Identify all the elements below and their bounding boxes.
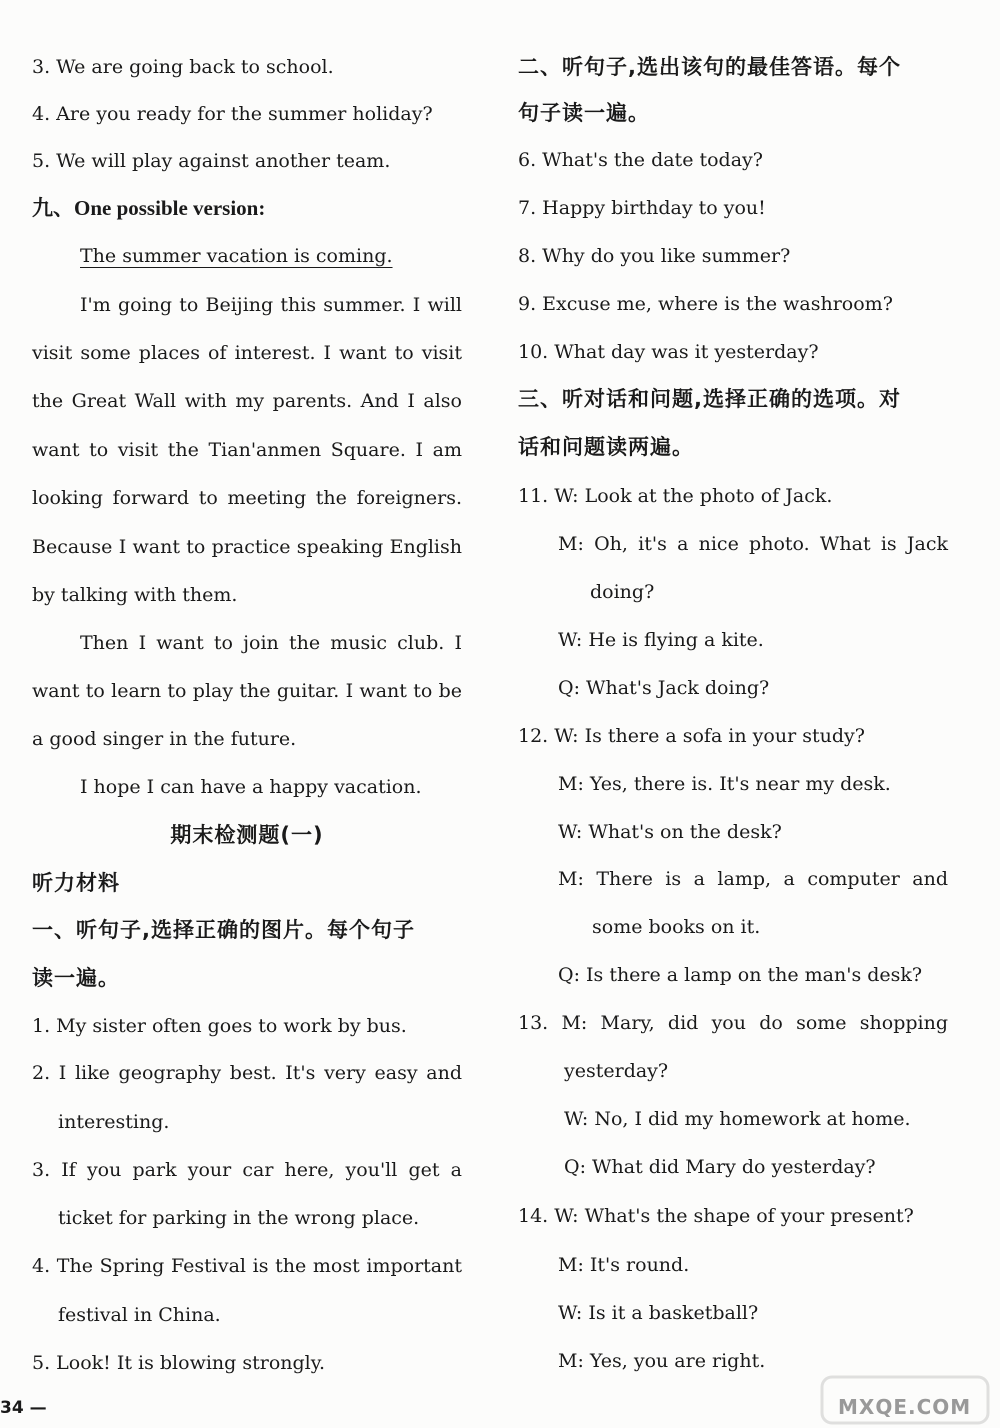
- essay-line: want to visit the Tian'anmen Square. I am: [32, 439, 462, 461]
- list-item: 1. My sister often goes to work by bus.: [32, 1015, 407, 1037]
- sentence-4: 4. Are you ready for the summer holiday?: [32, 103, 433, 125]
- dialog-line: M: Yes, there is. It's near my desk.: [558, 773, 891, 795]
- essay-line: the Great Wall with my parents. And I also: [32, 390, 462, 412]
- dialog-line: M: Oh, it's a nice photo. What is Jack: [558, 533, 948, 555]
- dialog-line: 11. W: Look at the photo of Jack.: [518, 485, 833, 507]
- dialog-line: M: It's round.: [558, 1254, 690, 1276]
- essay-line: Then I want to join the music club. I: [80, 632, 462, 654]
- dialog-line: Q: Is there a lamp on the man's desk?: [558, 964, 923, 986]
- dialog-line: 13. M: Mary, did you do some shopping: [518, 1012, 948, 1034]
- listening-title: 听力材料: [32, 871, 120, 895]
- watermark-text: MXQE.COM: [838, 1395, 972, 1419]
- list-item: 3. If you park your car here, you'll get a: [32, 1159, 462, 1181]
- dialog-line: yesterday?: [564, 1060, 669, 1082]
- essay-line: a good singer in the future.: [32, 728, 297, 750]
- part-1-heading: 一、听句子,选择正确的图片。每个句子: [32, 918, 415, 942]
- part-3-heading: 三、听对话和问题,选择正确的选项。对: [518, 387, 901, 411]
- part-3-heading-cont: 话和问题读两遍。: [518, 435, 694, 459]
- list-item: 9. Excuse me, where is the washroom?: [518, 293, 893, 315]
- list-item: 4. The Spring Festival is the most important: [32, 1255, 462, 1277]
- sentence-5: 5. We will play against another team.: [32, 150, 391, 172]
- list-item: 10. What day was it yesterday?: [518, 341, 819, 363]
- essay-title: The summer vacation is coming.: [80, 245, 393, 267]
- list-item: ticket for parking in the wrong place.: [58, 1207, 420, 1229]
- page-number: 34 —: [0, 1398, 47, 1418]
- part-2-heading-cont: 句子读一遍。: [518, 101, 650, 125]
- sentence-3: 3. We are going back to school.: [32, 56, 334, 78]
- list-item: interesting.: [58, 1111, 170, 1133]
- dialog-line: Q: What did Mary do yesterday?: [564, 1156, 876, 1178]
- list-item: 8. Why do you like summer?: [518, 245, 791, 267]
- dialog-line: M: Yes, you are right.: [558, 1350, 766, 1372]
- list-item: 2. I like geography best. It's very easy and: [32, 1062, 462, 1084]
- part-1-heading-cont: 读一遍。: [32, 966, 120, 990]
- essay-line: visit some places of interest. I want to visit: [32, 342, 462, 364]
- list-item: 6. What's the date today?: [518, 149, 763, 171]
- dialog-line: doing?: [590, 581, 655, 603]
- dialog-line: M: There is a lamp, a computer and: [558, 868, 948, 890]
- exam-title: 期末检测题(一): [170, 823, 324, 847]
- list-item: 7. Happy birthday to you!: [518, 197, 766, 219]
- essay-line: want to learn to play the guitar. I want to be: [32, 680, 462, 702]
- dialog-line: W: No, I did my homework at home.: [564, 1108, 911, 1130]
- list-item: 5. Look! It is blowing strongly.: [32, 1352, 325, 1374]
- essay-line: by talking with them.: [32, 584, 238, 606]
- dialog-line: 12. W: Is there a sofa in your study?: [518, 725, 865, 747]
- dialog-line: W: Is it a basketball?: [558, 1302, 759, 1324]
- essay-line: looking forward to meeting the foreigners.: [32, 487, 462, 509]
- essay-line: I hope I can have a happy vacation.: [80, 776, 422, 798]
- dialog-line: Q: What's Jack doing?: [558, 677, 770, 699]
- dialog-line: W: What's on the desk?: [558, 821, 782, 843]
- part-2-heading: 二、听句子,选出该句的最佳答语。每个: [518, 55, 901, 79]
- essay-line: I'm going to Beijing this summer. I will: [80, 294, 462, 316]
- list-item: festival in China.: [58, 1304, 221, 1326]
- dialog-line: 14. W: What's the shape of your present?: [518, 1205, 914, 1227]
- dialog-line: W: He is flying a kite.: [558, 629, 764, 651]
- essay-line: Because I want to practice speaking English: [32, 536, 462, 558]
- dialog-line: some books on it.: [592, 916, 761, 938]
- section-9-label: 九、One possible version:: [32, 196, 266, 220]
